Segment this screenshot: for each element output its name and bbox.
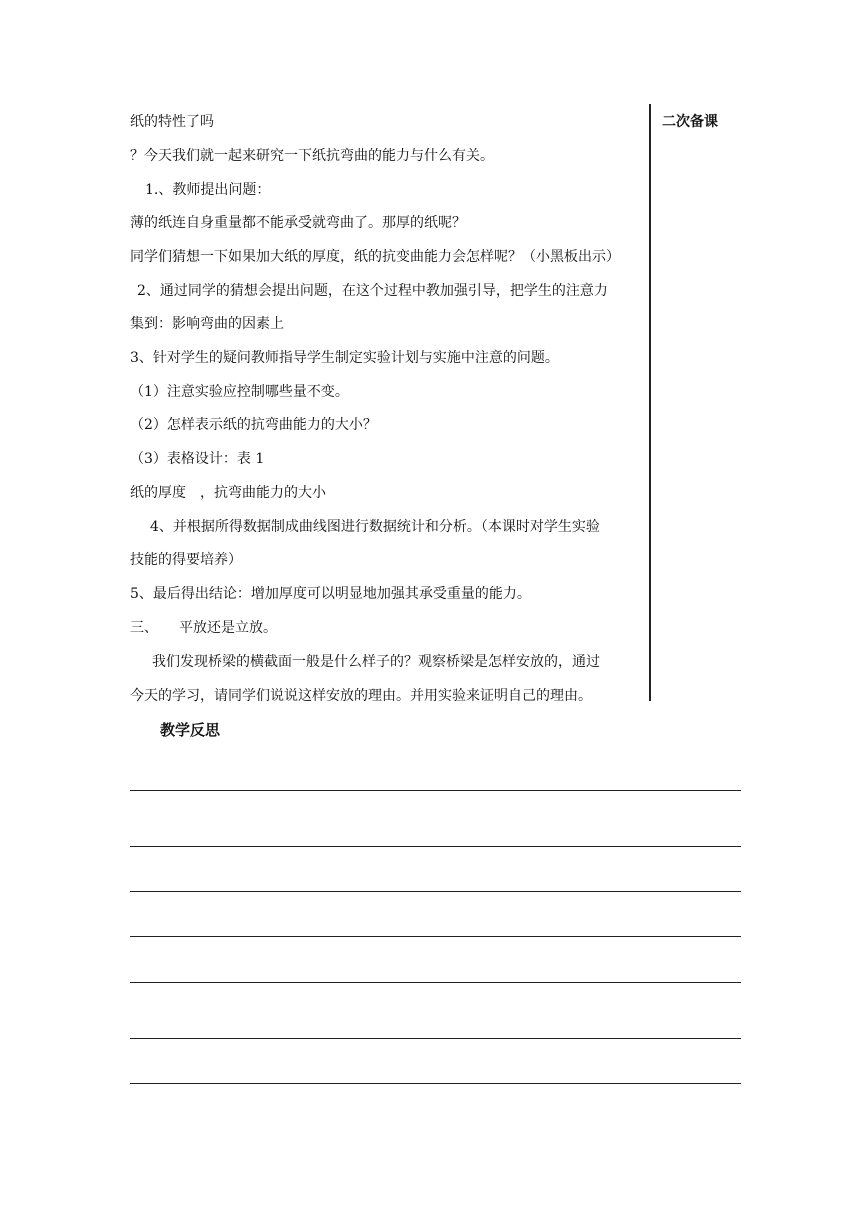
body-line-11: （3）表格设计：表 1: [130, 451, 265, 467]
body-line-13: 4、并根据所得数据制成曲线图进行数据统计和分析。（本课时对学生实验: [150, 519, 600, 535]
body-line-3: 1.、教师提出问题：: [145, 182, 271, 198]
writing-line: [130, 982, 741, 983]
writing-line: [130, 1038, 741, 1039]
body-line-18: 今天的学习，请同学们说说这样安放的理由。并用实验来证明自己的理由。: [130, 688, 592, 704]
body-line-10: （2）怎样表示纸的抗弯曲能力的大小？: [130, 417, 377, 433]
body-line-4: 薄的纸连自身重量都不能承受就弯曲了。那厚的纸呢？: [130, 215, 466, 231]
side-column-label: 二次备课: [662, 114, 718, 130]
body-line-9: （1）注意实验应控制哪些量不变。: [130, 384, 349, 400]
body-line-16: 三、 平放还是立放。: [130, 620, 277, 636]
body-line-17: 我们发现桥梁的横截面一般是什么样子的？观察桥梁是怎样安放的，通过: [152, 654, 600, 670]
writing-line: [130, 846, 741, 847]
body-line-7: 集到：影响弯曲的因素上: [130, 316, 284, 332]
body-line-6: 2、通过同学的猜想会提出问题，在这个过程中教加强引导，把学生的注意力: [137, 283, 608, 299]
body-line-14: 技能的得要培养）: [130, 552, 242, 568]
body-line-15: 5、最后得出结论：增加厚度可以明显地加强其承受重量的能力。: [130, 586, 531, 602]
writing-line: [130, 1083, 741, 1084]
body-line-2: ？今天我们就一起来研究一下纸抗弯曲的能力与什么有关。: [130, 148, 494, 164]
writing-line: [130, 790, 741, 791]
reflection-title: 教学反思: [160, 721, 221, 739]
body-line-5: 同学们猜想一下如果加大纸的厚度，纸的抗变曲能力会怎样呢？（小黑板出示）: [130, 249, 620, 265]
body-line-1: 纸的特性了吗: [130, 114, 214, 130]
body-line-12: 纸的厚度 ，抗弯曲能力的大小: [130, 485, 326, 501]
writing-line: [130, 891, 741, 892]
column-divider: [649, 104, 651, 701]
writing-line: [130, 936, 741, 937]
body-line-8: 3、针对学生的疑问教师指导学生制定实验计划与实施中注意的问题。: [130, 350, 559, 366]
